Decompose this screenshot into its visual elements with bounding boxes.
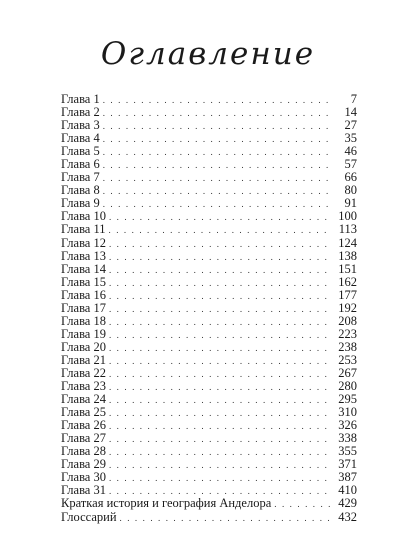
- toc-entry: [61, 328, 357, 341]
- toc-entry-label: Глава 17: [61, 300, 106, 315]
- toc-entry: [61, 171, 357, 184]
- toc-entry-label: Глава 24: [61, 392, 106, 407]
- toc-entry-page-number: 14: [344, 105, 357, 120]
- toc-entry-page-number: 310: [338, 405, 357, 420]
- toc-entry-page-number: 208: [338, 313, 357, 328]
- toc-entry: [61, 223, 357, 236]
- toc-entry-label: Глава 6: [61, 157, 100, 172]
- toc-entry-page-number: 280: [338, 379, 357, 394]
- toc-entry-page-number: 162: [338, 274, 357, 289]
- toc-entry-label: Глава 11: [61, 222, 106, 237]
- toc-entry-label: Глава 26: [61, 418, 106, 433]
- toc-entry-label: Глава 29: [61, 457, 106, 472]
- toc-dot-leader: [109, 420, 332, 433]
- toc-entry: [61, 263, 357, 276]
- toc-entry-page-number: 100: [338, 209, 357, 224]
- toc-dot-leader: [109, 224, 332, 237]
- toc-entry: [61, 106, 357, 119]
- toc-dot-leader: [109, 446, 332, 459]
- toc-entry-page-number: 27: [344, 118, 357, 133]
- toc-entry-page-number: 387: [338, 470, 357, 485]
- toc-entry-page-number: 7: [350, 92, 357, 106]
- toc-entry: [61, 132, 357, 145]
- toc-entry-page-number: 66: [344, 170, 357, 185]
- toc-entry: [61, 145, 357, 158]
- toc-entry-label: Глава 4: [61, 131, 100, 146]
- toc-entry-page-number: 371: [338, 457, 357, 472]
- toc-entry-label: Глава 19: [61, 326, 106, 341]
- toc-entry-page-number: 432: [338, 509, 357, 524]
- toc-entry-page-number: 91: [344, 196, 357, 211]
- toc-entry-page-number: 46: [344, 144, 357, 159]
- toc-dot-leader: [103, 133, 332, 146]
- toc-entry: [61, 184, 357, 197]
- toc-entry-label: Глава 16: [61, 287, 106, 302]
- toc-entry: [61, 497, 357, 510]
- toc-dot-leader: [103, 107, 332, 120]
- toc-dot-leader: [103, 159, 332, 172]
- toc-entry: [61, 276, 357, 289]
- toc-dot-leader: [109, 238, 332, 251]
- toc-entry-label: Глава 13: [61, 248, 106, 263]
- toc-entry-page-number: 338: [338, 431, 357, 446]
- toc-dot-leader: [109, 472, 332, 485]
- toc-dot-leader: [103, 185, 332, 198]
- page-title: Оглавление: [100, 36, 316, 72]
- toc-dot-leader: [109, 433, 332, 446]
- toc-entry-page-number: 80: [344, 183, 357, 198]
- toc-entry-page-number: 429: [338, 496, 357, 511]
- toc-dot-leader: [109, 355, 332, 368]
- toc-entry-label: Глава 30: [61, 470, 106, 485]
- toc-entry-label: Глава 25: [61, 405, 106, 420]
- toc-entry-label: Глава 23: [61, 379, 106, 394]
- toc-entry-label: Глава 28: [61, 444, 106, 459]
- toc-entry-label: Краткая история и география Анделора: [61, 496, 272, 511]
- toc-entry-label: Глава 20: [61, 339, 106, 354]
- toc-entry-page-number: 410: [338, 483, 357, 498]
- toc-entry-label: Глава 10: [61, 209, 106, 224]
- toc-entry: [61, 93, 357, 106]
- toc-dot-leader: [109, 211, 332, 224]
- toc-dot-leader: [109, 251, 332, 264]
- toc-entry-page-number: 57: [344, 157, 357, 172]
- toc-entry-label: Глава 18: [61, 313, 106, 328]
- toc-entry-label: Глава 3: [61, 118, 100, 133]
- toc-dot-leader: [274, 498, 332, 511]
- toc-entry-label: Глава 31: [61, 483, 106, 498]
- toc-dot-leader: [103, 172, 332, 185]
- toc-entry-page-number: 295: [338, 392, 357, 407]
- toc-entry-page-number: 35: [344, 131, 357, 146]
- toc-entry-label: Глава 7: [61, 170, 100, 185]
- toc-entry-label: Глава 27: [61, 431, 106, 446]
- toc-entry-page-number: 113: [338, 222, 357, 237]
- toc-dot-leader: [109, 264, 332, 277]
- toc-entry-label: Глава 12: [61, 235, 106, 250]
- toc-entry-label: Глава 22: [61, 365, 106, 380]
- toc-entry-page-number: 326: [338, 418, 357, 433]
- toc-entry: [61, 250, 357, 263]
- toc-entry-page-number: 267: [338, 365, 357, 380]
- toc-entry: [61, 289, 357, 302]
- toc-dot-leader: [109, 381, 332, 394]
- toc-dot-leader: [103, 198, 332, 211]
- toc-entry-page-number: 124: [338, 235, 357, 250]
- toc-entry-page-number: 151: [338, 261, 357, 276]
- toc-dot-leader: [109, 407, 332, 420]
- toc-entry-label: Глава 9: [61, 196, 100, 211]
- toc-entry-label: Глава 21: [61, 352, 106, 367]
- toc-entry-page-number: 192: [338, 300, 357, 315]
- toc-entry-page-number: 177: [338, 287, 357, 302]
- toc-entry: [61, 237, 357, 250]
- toc-dot-leader: [109, 394, 332, 407]
- toc-entry-page-number: 138: [338, 248, 357, 263]
- toc-entry: [61, 341, 357, 354]
- toc-dot-leader: [109, 342, 332, 355]
- toc-entry-label: Глава 2: [61, 105, 100, 120]
- toc-entry-label: Глава 5: [61, 144, 100, 159]
- toc-dot-leader: [109, 459, 332, 472]
- toc-dot-leader: [109, 329, 332, 342]
- toc-entry-label: Глоссарий: [61, 509, 117, 524]
- toc-dot-leader: [109, 290, 332, 303]
- toc-dot-leader: [103, 94, 332, 107]
- toc-entry: [61, 158, 357, 171]
- toc-entry-page-number: 238: [338, 339, 357, 354]
- toc-entry: [61, 119, 357, 132]
- toc-dot-leader: [109, 303, 332, 316]
- toc-dot-leader: [103, 146, 332, 159]
- toc-entry-page-number: 355: [338, 444, 357, 459]
- toc-dot-leader: [120, 512, 332, 525]
- toc-dot-leader: [109, 368, 332, 381]
- toc-dot-leader: [109, 277, 332, 290]
- toc-dot-leader: [103, 120, 332, 133]
- toc-entry: [61, 511, 357, 524]
- toc-entry-label: Глава 15: [61, 274, 106, 289]
- toc-entry-label: Глава 8: [61, 183, 100, 198]
- toc-entry: [61, 302, 357, 315]
- toc-entry: [61, 315, 357, 328]
- table-of-contents: [61, 93, 357, 524]
- toc-entry-page-number: 253: [338, 352, 357, 367]
- toc-entry-label: Глава 14: [61, 261, 106, 276]
- toc-dot-leader: [109, 316, 332, 329]
- toc-entry-label: Глава 1: [61, 92, 100, 106]
- toc-entry-page-number: 223: [338, 326, 357, 341]
